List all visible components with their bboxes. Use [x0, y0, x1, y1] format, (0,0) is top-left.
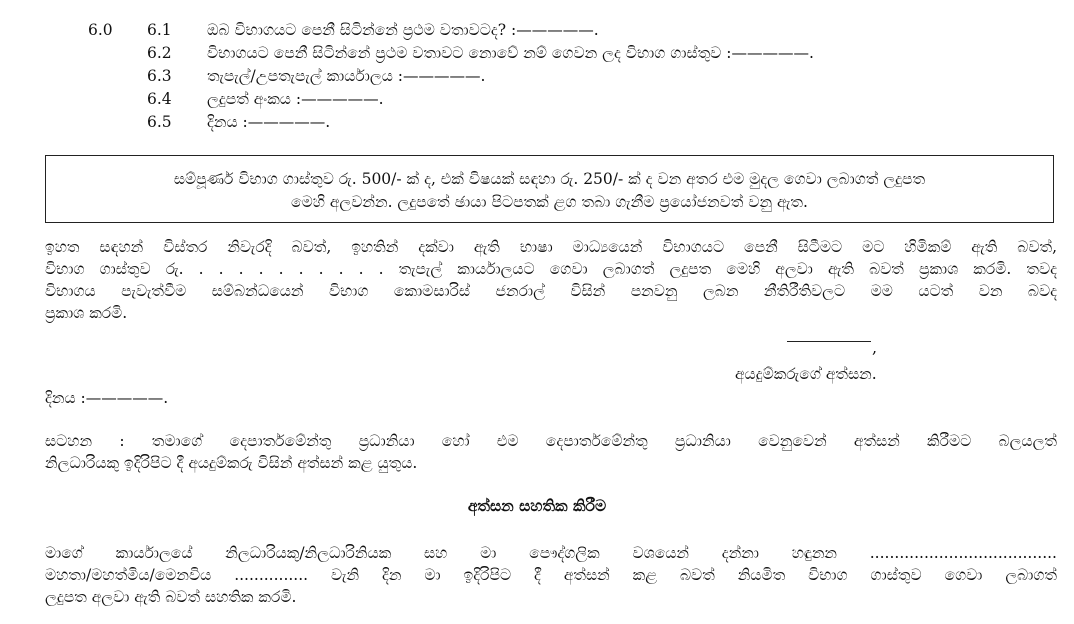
note-paragraph — [45, 430, 1057, 474]
fee-notice-line: මෙහි අලවන්න. ලදුපතේ ඡායා පිටපතක් ළග තබා ගැනීම ප්‍රයෝජනවත් වනු ඇත. — [291, 193, 808, 211]
date-field: දිනය :—————. — [45, 389, 169, 407]
signature-comma: , — [872, 338, 878, 357]
item-post-office: තැපැල්/උපතැපැල් කාර්යාලය :—————. — [207, 67, 486, 85]
section-number: 6.0 — [88, 21, 113, 39]
note-line: සටහන : තමාගේ දෙපාර්තමේන්තු ප්‍රධානියා හෝ එම දෙපාර්තමේන්තු ප්‍රධානියා වෙනුවෙන් අත්සන් කිරීමට බලයලත් — [45, 432, 1057, 450]
applicant-signature-label: අයදුම්කරුගේ අත්සන. — [735, 365, 877, 383]
signature-line — [787, 341, 871, 342]
item-number: 6.3 — [147, 67, 172, 85]
item-number: 6.4 — [147, 90, 172, 108]
declaration-paragraph — [45, 236, 1057, 324]
fee-notice-box — [45, 155, 1054, 223]
item-date: දිනය :—————. — [207, 113, 331, 131]
item-fee-paid: විභාගයට පෙනී සිටින්නේ ප්‍රථම වතාවට නොවේ නම් ගෙවන ලද විභාග ගාස්තුව :—————. — [207, 44, 814, 62]
certification-line: මාගේ කාර්යාලයේ නිලධාරියකු/නිලධාරිනියක සහ මා පෞද්ගලික වශයෙන් දන්නා හඳුනන ...................................... — [45, 544, 1057, 562]
item-number: 6.2 — [147, 44, 172, 62]
note-line: නිලධාරියකු ඉදිරිපිට දී අයදුම්කරු විසින් අත්සන් කළ යුතුය. — [45, 454, 418, 472]
declaration-line: විභාගය පැවැත්වීම සම්බන්ධයෙන් විභාග කොමසාරිස් ජනරාල් විසින් පනවනු ලබන නීතිරීතිවලට මම යටත් වන බවද — [45, 282, 1057, 300]
item-receipt-number: ලදුපත් අංකය :—————. — [207, 90, 384, 108]
certification-paragraph — [45, 542, 1057, 608]
item-number: 6.1 — [147, 21, 172, 39]
certification-heading: අත්සන සහතික කිරීම — [467, 496, 607, 515]
certification-line: ලදුපත අලවා ඇති බවත් සහතික කරමි. — [45, 588, 297, 606]
declaration-line: විභාග ගාස්තුව රු. . . . . . . . . . . තැපැල් කාර්යාලයට ගෙවා ලබාගත් ලදුපත මෙහි අලවා ඇති බවත් ප්‍රකාශ කරමි. තවද — [45, 260, 1057, 278]
declaration-line: ප්‍රකාශ කරමි. — [45, 304, 128, 322]
fee-notice-line: සම්පූර්ණ විභාග ගාස්තුව රු. 500/- ක් ද, එක් විෂයක් සඳහා රු. 250/- ක් ද වන අතර එම මුදල ගෙවා ලබාගත් ලදුපත — [173, 170, 926, 188]
declaration-line: ඉහත සඳහන් විස්තර නිවැරදි බවත්, ඉහතින් දක්වා ඇති භාෂා මාධ්‍යයෙන් විභාගයට පෙනී සිටීමට මට හිමිකම් ඇති බවත්, — [45, 238, 1057, 256]
item-number: 6.5 — [147, 113, 172, 131]
item-first-attempt: ඔබ විභාගයට පෙනී සිටින්නේ ප්‍රථම වතාවටද? :—————. — [207, 21, 599, 39]
certification-line: මහතා/මහත්මිය/මෙනවිය ............... වැනි දින මා ඉදිරිපිට දී අත්සන් කළ බවත් නියමිත විභාග ගාස්තුව ගෙවා ලබාගත් — [45, 566, 1057, 584]
